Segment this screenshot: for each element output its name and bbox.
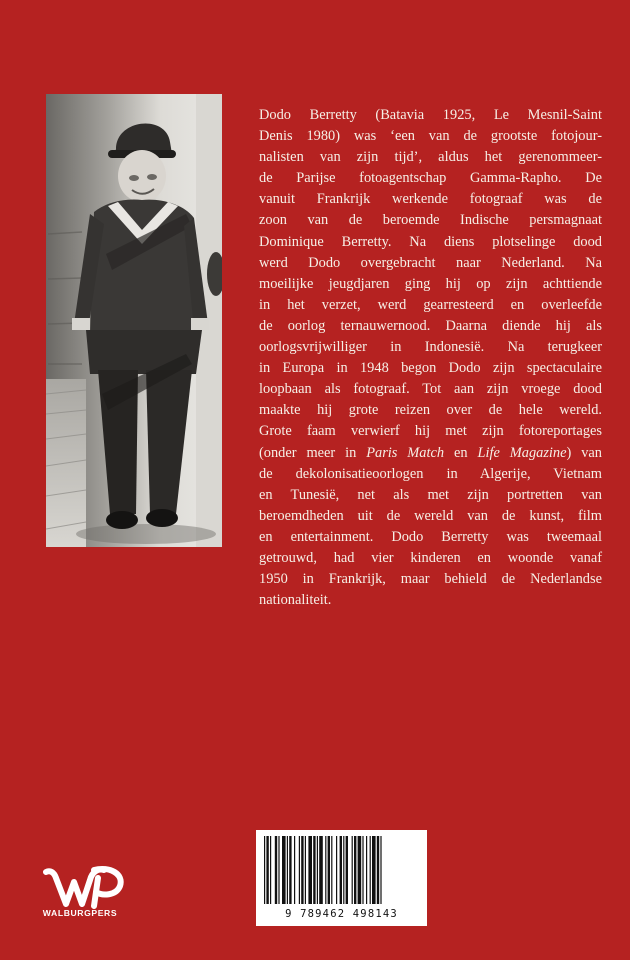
magazine-title-life: Life Magazine bbox=[477, 444, 567, 461]
barcode-bar bbox=[275, 836, 277, 904]
barcode-bar bbox=[377, 836, 379, 904]
blurb-line: getrouwd, had vier kinderen en woonde vanaf bbox=[259, 549, 602, 566]
boy-in-sailor-suit-photo bbox=[46, 94, 222, 547]
blurb-line: en Tunesië, net als met zijn portretten van bbox=[259, 486, 602, 503]
blurb-line: de oorlog ternauwernood. Daarna diende hij als bbox=[259, 317, 602, 334]
barcode-bar bbox=[346, 836, 348, 904]
blurb-segment: en bbox=[444, 444, 478, 461]
magazine-title-paris-match: Paris Match bbox=[366, 444, 445, 461]
blurb-line: Dodo Berretty (Batavia 1925, Le Mesnil-Saint bbox=[259, 107, 602, 123]
barcode-bar bbox=[325, 836, 326, 904]
blurb-line: oorlogsvrijwilliger in Indonesië. Na terugkeer bbox=[259, 339, 602, 356]
blurb-line: vanuit Frankrijk werkende fotograaf was de bbox=[259, 191, 602, 208]
blurb-line: maakte hij grote reizen over de hele wereld. bbox=[259, 402, 602, 419]
blurb-line: beroemdheden uit de wereld van de kunst, film bbox=[259, 507, 602, 524]
barcode-bar bbox=[319, 836, 323, 904]
barcode-bar bbox=[362, 836, 363, 904]
barcode-bar bbox=[358, 836, 362, 904]
publisher-name: WALBURGPERS bbox=[42, 908, 118, 918]
barcode-bar bbox=[331, 836, 332, 904]
barcode-bar bbox=[328, 836, 330, 904]
blurb-line: Denis 1980) was ‘een van de grootste fotojour- bbox=[259, 128, 602, 145]
cover-photo bbox=[46, 94, 222, 547]
barcode-bar bbox=[313, 836, 315, 904]
barcode-bar bbox=[264, 836, 265, 904]
barcode-bar bbox=[317, 836, 318, 904]
blurb-line: moeilijke jeugdjaren ging hij op zijn achttiende bbox=[259, 275, 602, 292]
barcode-bar bbox=[354, 836, 356, 904]
barcode-bar bbox=[370, 836, 371, 904]
barcode-bar bbox=[301, 836, 303, 904]
blurb-line: Dominique Berretty. Na diens plotselinge dood bbox=[259, 233, 602, 250]
barcode-bar bbox=[352, 836, 353, 904]
blurb-line: de dekolonisatieoorlogen in Algerije, Vietnam bbox=[259, 465, 602, 482]
barcode-bar bbox=[282, 836, 286, 904]
barcode-bar bbox=[336, 836, 337, 904]
blurb-segment: ) van bbox=[566, 444, 602, 461]
blurb-line: in het verzet, werd gearresteerd en overleefde bbox=[259, 296, 602, 313]
barcode-bar bbox=[340, 836, 342, 904]
barcode-bar bbox=[343, 836, 344, 904]
blurb-segment: (onder meer in bbox=[259, 444, 367, 461]
blurb-text bbox=[259, 105, 602, 611]
blurb-line: nationaliteit. bbox=[259, 592, 332, 609]
blurb-line-with-titles bbox=[259, 443, 602, 464]
blurb-line: loopbaan als fotograaf. Tot aan zijn vroege dood bbox=[259, 381, 602, 398]
barcode-bar bbox=[366, 836, 367, 904]
isbn-number: 9 789462 498143 bbox=[285, 908, 398, 920]
barcode-bar bbox=[289, 836, 291, 904]
barcode-bar bbox=[372, 836, 376, 904]
blurb-line: in Europa in 1948 begon Dodo zijn spectaculaire bbox=[259, 360, 602, 377]
blurb-line: de Parijse fotoagentschap Gamma-Rapho. De bbox=[259, 170, 602, 187]
barcode-bar bbox=[270, 836, 271, 904]
barcode-bar bbox=[308, 836, 312, 904]
barcode-bar bbox=[266, 836, 268, 904]
isbn-barcode bbox=[256, 830, 427, 926]
barcode-bar bbox=[287, 836, 288, 904]
blurb-line: nalisten van zijn tijd’, aldus het gerenommeer- bbox=[259, 149, 602, 166]
blurb-line: werd Dodo overgebracht naar Nederland. Na bbox=[259, 254, 602, 271]
barcode-bar bbox=[294, 836, 295, 904]
blurb-line: 1950 in Frankrijk, maar behield de Nederlandse bbox=[259, 571, 602, 588]
barcode-bar bbox=[278, 836, 279, 904]
blurb-line: zoon van de beroemde Indische persmagnaat bbox=[259, 212, 602, 229]
blurb-line: Grote faam verwierf hij met zijn fotoreportages bbox=[259, 423, 602, 440]
barcode-bar bbox=[299, 836, 300, 904]
barcode-bar bbox=[380, 836, 381, 904]
barcode-bar bbox=[305, 836, 306, 904]
barcode-bars bbox=[256, 830, 427, 910]
blurb-line: en entertainment. Dodo Berretty was tweemaal bbox=[259, 528, 602, 545]
